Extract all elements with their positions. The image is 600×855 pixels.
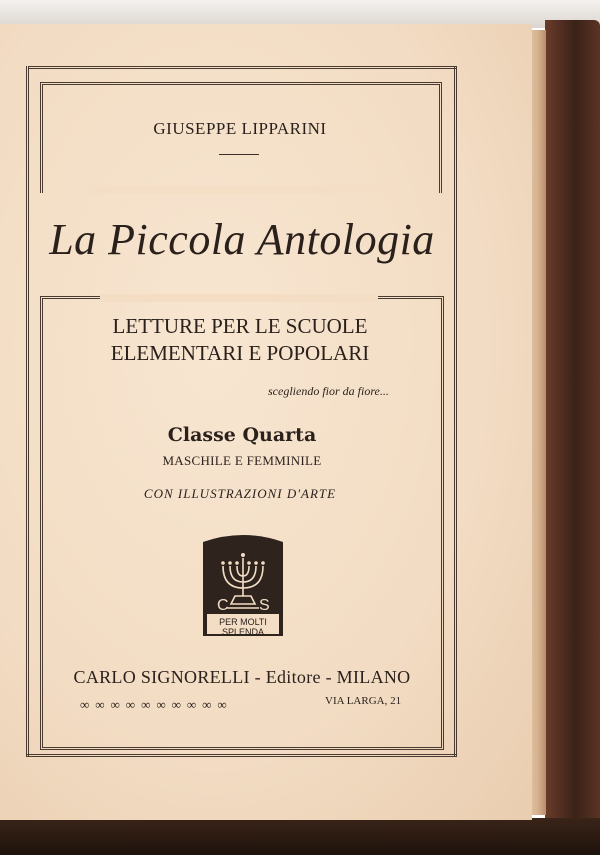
publisher-address: VIA LARGA, 21	[325, 695, 402, 707]
book-cover-bottom	[0, 818, 600, 855]
class-heading: Classe Quarta	[167, 424, 317, 446]
book-title: La Piccola Antologia	[49, 215, 435, 264]
motto-text: scegliendo fior da fiore...	[268, 384, 389, 398]
subtitle-line-2: ELEMENTARI E POPOLARI	[110, 341, 370, 365]
emblem-motto-line-1: PER MOLTI	[219, 617, 267, 627]
book-cover-edge	[545, 20, 600, 830]
emblem-initial-c: C	[217, 597, 229, 614]
frame-gap	[90, 186, 386, 194]
frame-outer-top	[28, 66, 456, 69]
gender-line: MASCHILE E FEMMINILE	[162, 453, 322, 468]
publisher-line: CARLO SIGNORELLI - Editore - MILANO	[73, 667, 411, 687]
frame-outer-left	[26, 66, 29, 756]
author-divider	[219, 154, 259, 155]
frame-outer-right	[454, 66, 457, 756]
frame-gap	[100, 294, 378, 302]
ornament-row: ∞∞∞∞∞∞∞∞∞∞	[80, 697, 233, 712]
author-name: GIUSEPPE LIPPARINI	[153, 119, 327, 138]
frame-outer-bottom	[26, 754, 457, 757]
emblem-motto-line-2: SPLENDA	[221, 627, 265, 637]
emblem-initial-s: S	[259, 597, 270, 614]
subtitle-line-1: LETTURE PER LE SCUOLE	[112, 314, 368, 338]
illustrations-line: CON ILLUSTRAZIONI D'ARTE	[143, 486, 337, 501]
